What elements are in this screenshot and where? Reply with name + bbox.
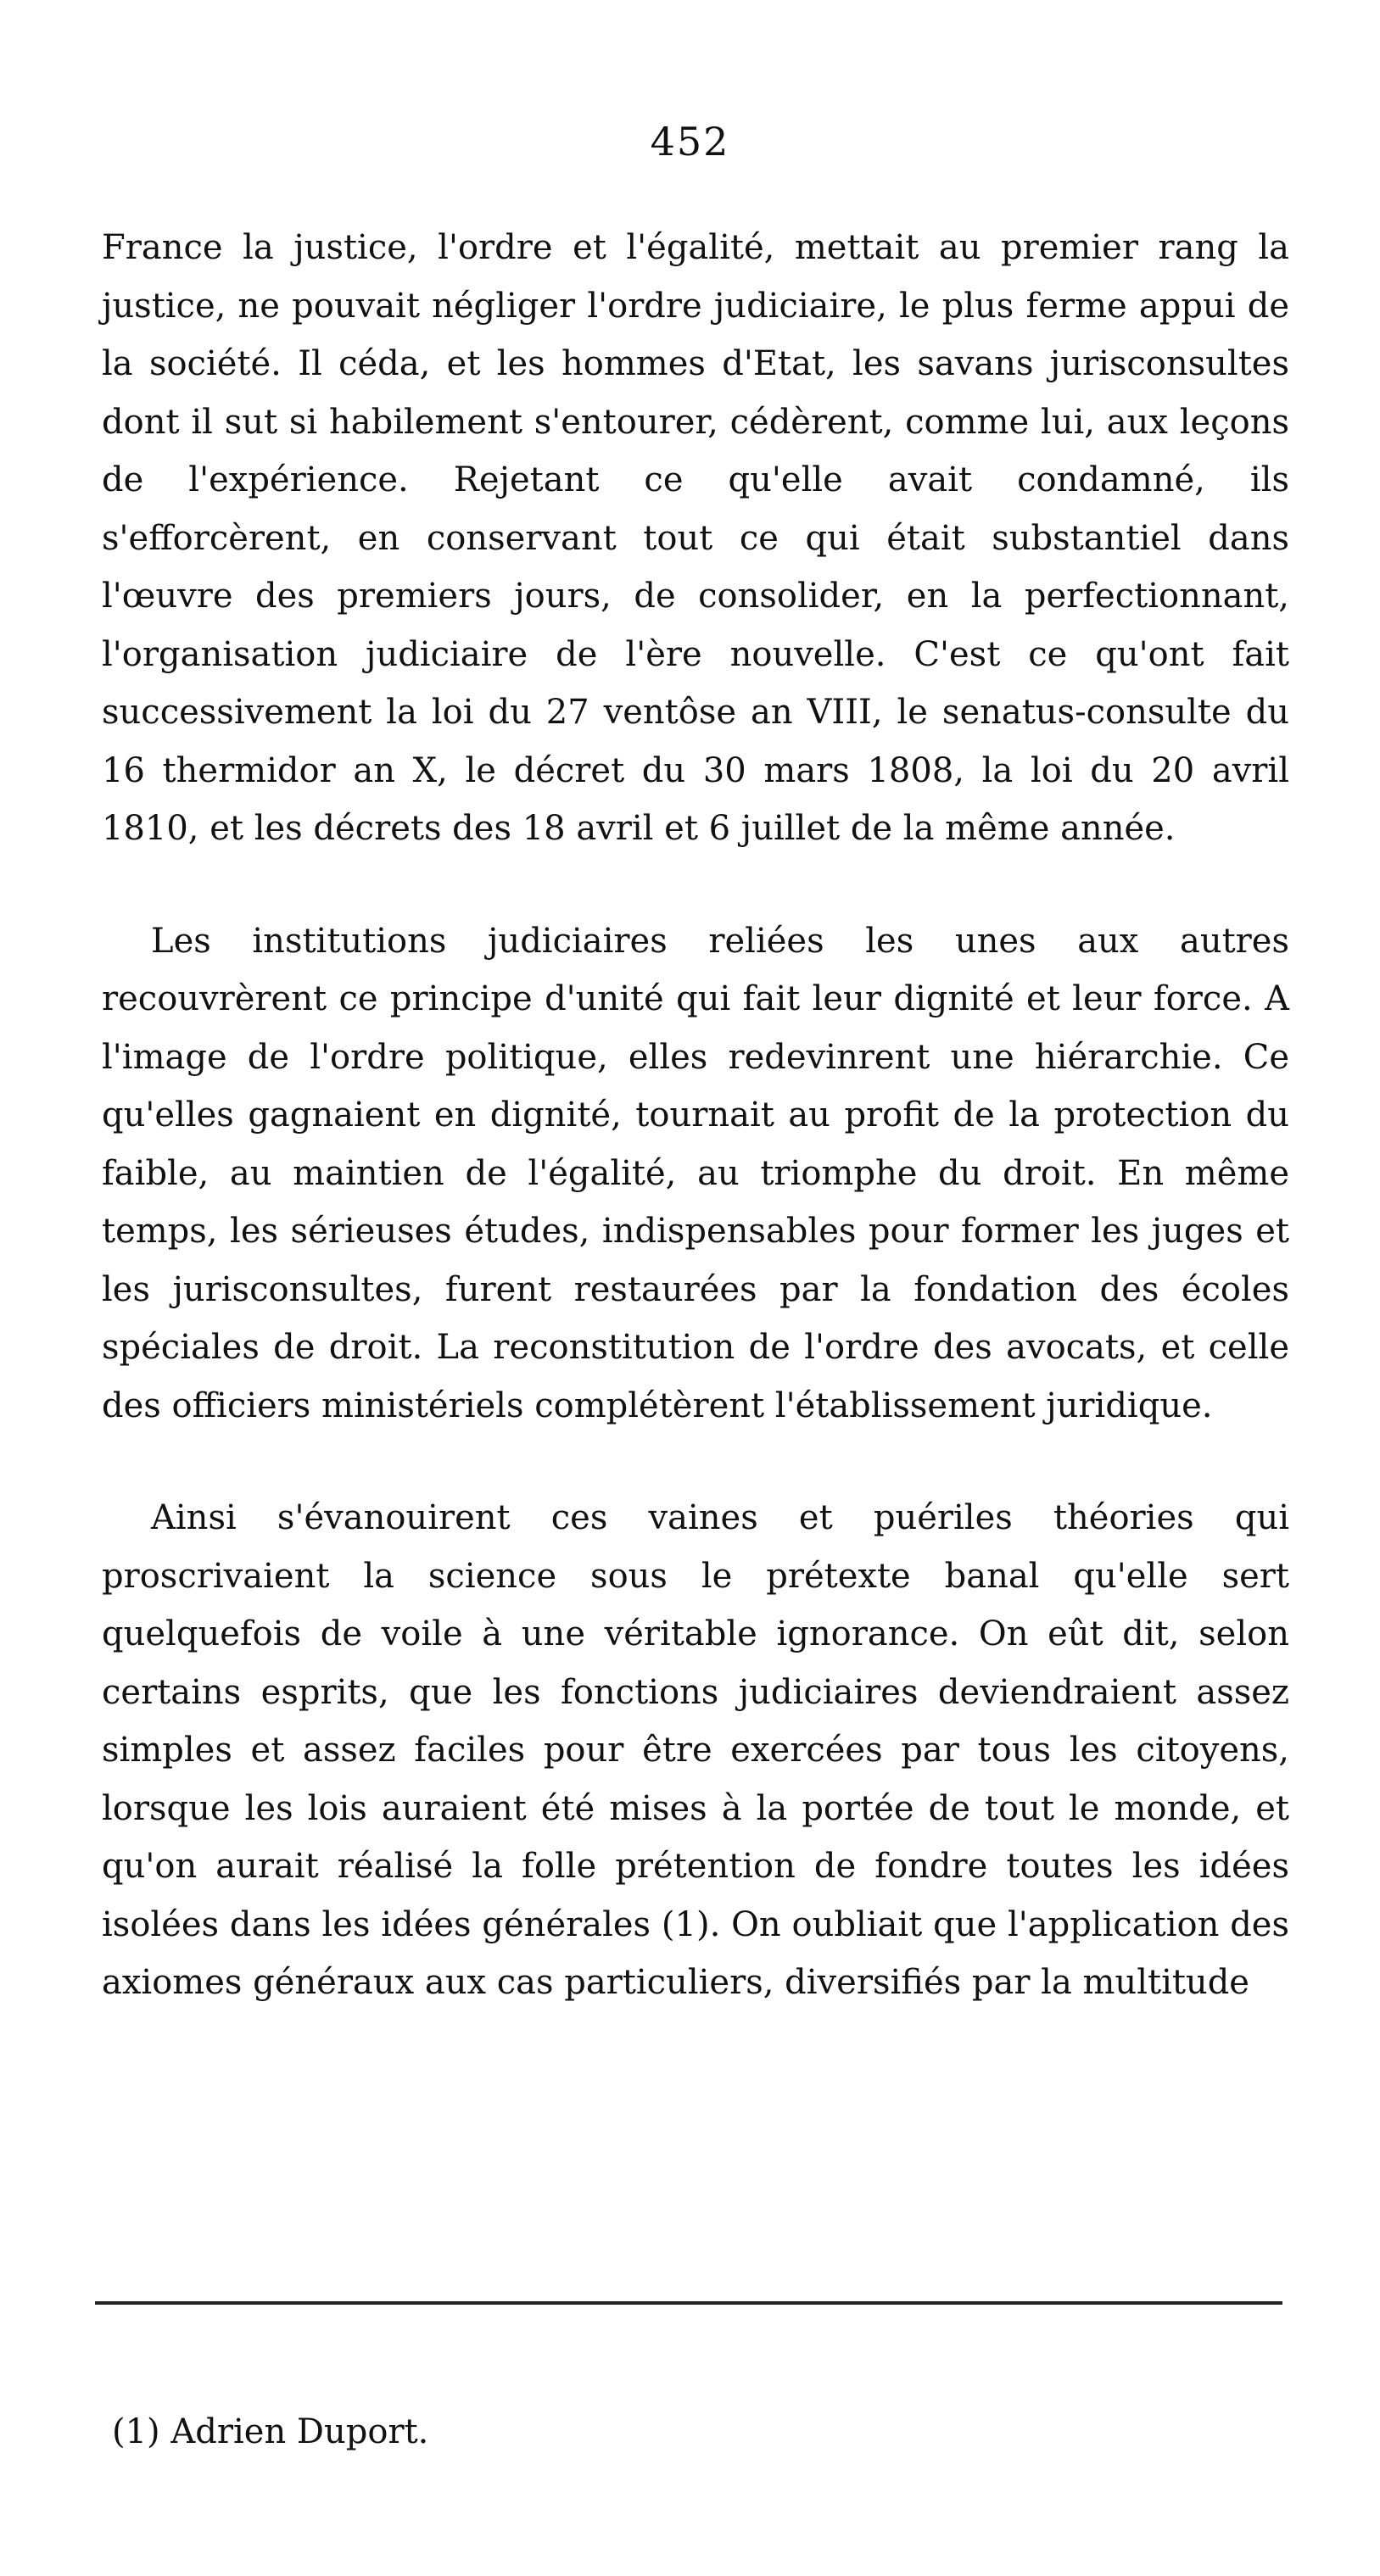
paragraph-theories: Ainsi s'évanouirent ces vaines et puériles théories qui proscrivaient la science sous le prétexte banal qu'elle sert quelquefois de voile à une véritable ignorance. On eût dit, selon certains esprits, que les fonctions judiciaires deviendraient assez simples et assez faciles pour être exercées par tous les citoyens, lorsque les lois auraient été mises à la portée de tout le monde, et qu'on aurait réalisé la folle prétention de fondre toutes les idées isolées dans les idées générales (1). On oubliait que l'application des axiomes généraux aux cas particuliers, diversifiés par la multitude [102,1498,1289,2002]
paragraph-continued: France la justice, l'ordre et l'égalité, mettait au premier rang la justice, ne pouvait négliger l'ordre judiciaire, le plus ferme appui de la société. Il céda, et les hommes d'Etat, les savans jurisconsultes dont il sut si habilement s'entourer, cédèrent, comme lui, aux leçons de l'expérience. Rejetant ce qu'elle avait condamné, ils s'efforcèrent, en conservant tout ce qui était substantiel dans l'œuvre des premiers jours, de consolider, en la perfectionnant, l'organisation judiciaire de l'ère nouvelle. C'est ce qu'ont fait successivement la loi du 27 ventôse an VIII, le senatus-consulte du 16 thermidor an X, le décret du 30 mars 1808, la loi du 20 avril 1810, et les décrets des 18 avril et 6 juillet de la même année. [102,228,1289,848]
body-text [102,219,1289,2066]
page-number: 452 [650,119,730,164]
footnote-divider [95,2301,1282,2305]
paragraph-institutions: Les institutions judiciaires reliées les unes aux autres recouvrèrent ce principe d'unité qui fait leur dignité et leur force. A l'image de l'ordre politique, elles redevinrent une hiérarchie. Ce qu'elles gagnaient en dignité, tournait au profit de la protection du faible, au maintien de l'égalité, au triomphe du droit. En même temps, les sérieuses études, indispensables pour former les juges et les jurisconsultes, furent restaurées par la fondation des écoles spéciales de droit. La reconstitution de l'ordre des avocats, et celle des officiers ministériels complétèrent l'établissement juridique. [102,921,1289,1425]
footnote: (1) Adrien Duport. [112,2412,429,2451]
